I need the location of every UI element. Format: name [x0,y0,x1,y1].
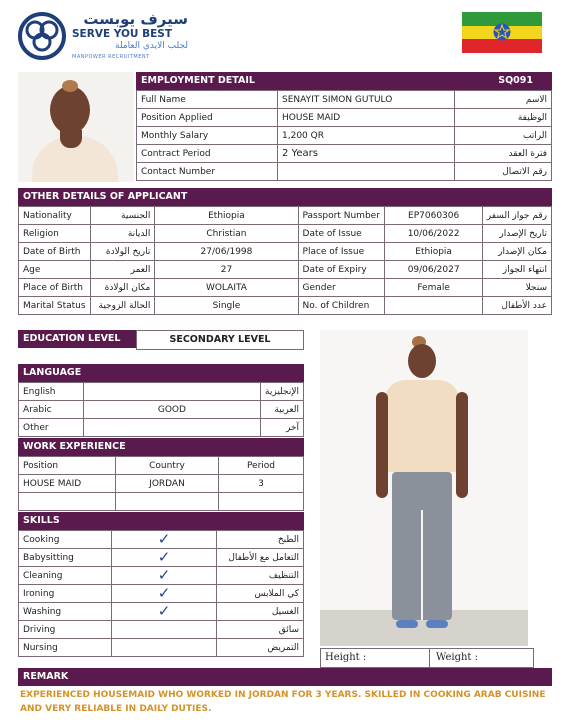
field-label: Contact Number [137,163,278,181]
table-row [19,225,552,243]
other-details-table [18,206,552,315]
field-label: Place of Issue [298,243,385,261]
field-label-ar: مكان الإصدار [482,243,551,261]
field-label: Monthly Salary [137,127,278,145]
field-value: 1,200 QR [278,127,455,145]
table-row [19,383,304,401]
field-value: Ethiopia [155,207,298,225]
table-row [19,531,304,549]
remark-header: REMARK [18,668,552,686]
field-label-ar: رقم الاتصال [455,163,552,181]
table-cell: JORDAN [116,475,219,493]
work-experience-header: WORK EXPERIENCE [18,438,304,456]
field-value: Female [385,279,482,297]
field-label-ar: مكان الولادة [90,279,155,297]
employment-table [136,90,552,181]
field-label-ar: آخر [261,419,304,437]
field-label-ar: الديانة [90,225,155,243]
field-label: Passport Number [298,207,385,225]
check-icon: ✓ [157,566,171,584]
table-row [137,163,552,181]
field-value: WOLAITA [155,279,298,297]
field-value: EP7060306 [385,207,482,225]
logo-arabic-sub: لجلب الايدي العاملة [115,41,188,51]
logo-english-sub: MANPOWER RECRUITMENT [72,54,150,60]
language-header: LANGUAGE [18,364,304,382]
table-row [19,639,304,657]
skill-label-ar: كي الملابس [217,585,304,603]
field-value [278,163,455,181]
field-value: GOOD [83,401,260,419]
field-value: 10/06/2022 [385,225,482,243]
full-body-photo [320,330,528,646]
ethiopia-flag [462,12,542,53]
skill-label: Cleaning [19,567,112,585]
field-label: Date of Birth [19,243,91,261]
field-label: No. of Children [298,297,385,315]
skill-label-ar: الغسيل [217,603,304,621]
field-value: SENAYIT SIMON GUTULO [278,91,455,109]
check-icon: ✓ [157,548,171,566]
skill-label: Driving [19,621,112,639]
language-table [18,382,304,437]
skill-label: Cooking [19,531,112,549]
table-row [137,91,552,109]
employment-header [136,72,552,90]
field-label-ar: سنجلا [482,279,551,297]
table-row [19,261,552,279]
field-value [83,419,260,437]
education-header: EDUCATION LEVEL [18,330,136,348]
field-label-ar: العمر [90,261,155,279]
height-field: Height : [321,649,430,667]
field-label-ar: الجنسية [90,207,155,225]
weight-field: Weight : [436,652,478,663]
table-cell: 3 [219,475,304,493]
column-header: Period [219,457,304,475]
field-label-ar: العربية [261,401,304,419]
field-label-ar: الحالة الزوجية [90,297,155,315]
employment-title: EMPLOYMENT DETAIL [141,75,255,86]
field-label-ar: الوظيفة [455,109,552,127]
column-header: Country [116,457,219,475]
company-logo [18,10,188,62]
table-row [19,603,304,621]
field-value [83,383,260,401]
field-label-ar: عدد الأطفال [482,297,551,315]
measurements-row [320,648,534,668]
field-label: Position Applied [137,109,278,127]
skill-label: Washing [19,603,112,621]
table-row [137,109,552,127]
skill-label-ar: التمريض [217,639,304,657]
field-label-ar: رقم جواز السفر [482,207,551,225]
table-row [19,621,304,639]
education-value: SECONDARY LEVEL [136,330,304,350]
field-label: English [19,383,84,401]
field-label: Nationality [19,207,91,225]
column-header: Position [19,457,116,475]
field-label: Gender [298,279,385,297]
logo-mark-icon [18,12,66,60]
table-row [137,127,552,145]
table-row [19,207,552,225]
field-label-ar: الإنجليزية [261,383,304,401]
field-value: Single [155,297,298,315]
table-row [19,493,304,511]
table-row [19,419,304,437]
table-row [19,585,304,603]
field-label-ar: تاريخ الإصدار [482,225,551,243]
skills-table [18,530,304,657]
reference-number: SQ091 [498,75,533,86]
field-label: Contract Period [137,145,278,163]
field-value: 2 Years [278,145,455,163]
field-value: HOUSE MAID [278,109,455,127]
field-label-ar: الراتب [455,127,552,145]
work-experience-table [18,456,304,511]
field-label: Other [19,419,84,437]
table-row [19,279,552,297]
field-label: Marital Status [19,297,91,315]
field-label: Date of Issue [298,225,385,243]
field-value [385,297,482,315]
table-row [19,475,304,493]
table-cell [116,493,219,511]
field-label: Religion [19,225,91,243]
table-header-row [19,457,304,475]
skill-label-ar: التنظيف [217,567,304,585]
field-value: 09/06/2027 [385,261,482,279]
field-label-ar: الاسم [455,91,552,109]
field-label: Arabic [19,401,84,419]
field-label-ar: فترة العقد [455,145,552,163]
star-emblem-icon [493,23,511,41]
field-label: Place of Birth [19,279,91,297]
skill-label-ar: الطبخ [217,531,304,549]
table-row [19,549,304,567]
table-cell [219,493,304,511]
field-label: Age [19,261,91,279]
table-cell [19,493,116,511]
skills-header: SKILLS [18,512,304,530]
field-value: 27/06/1998 [155,243,298,261]
field-value: 27 [155,261,298,279]
table-row [19,567,304,585]
applicant-portrait [18,72,134,182]
check-icon: ✓ [157,584,171,602]
education-section [18,330,304,350]
check-icon: ✓ [157,602,171,620]
field-label: Date of Expiry [298,261,385,279]
field-label: Full Name [137,91,278,109]
other-details-header: OTHER DETAILS OF APPLICANT [18,188,552,206]
remark-text: EXPERIENCED HOUSEMAID WHO WORKED IN JORDAN FOR 3 YEARS. SKILLED IN COOKING ARAB CUISINE AND VERY RELIABLE IN DAILY DUTIES. [20,690,546,714]
check-icon: ✓ [157,530,171,548]
field-label-ar: انتهاء الجواز [482,261,551,279]
skill-label: Nursing [19,639,112,657]
table-row [19,243,552,261]
field-value: Christian [155,225,298,243]
table-row [137,145,552,163]
skill-label: Babysitting [19,549,112,567]
skill-label-ar: التعامل مع الأطفال [217,549,304,567]
field-label-ar: تاريخ الولادة [90,243,155,261]
skill-label: Ironing [19,585,112,603]
field-value: Ethiopia [385,243,482,261]
table-row [19,297,552,315]
logo-arabic-name: سيرف يوبست [83,10,188,28]
table-row [19,401,304,419]
skill-label-ar: سائق [217,621,304,639]
table-cell: HOUSE MAID [19,475,116,493]
logo-english-name: SERVE YOU BEST [72,28,173,40]
